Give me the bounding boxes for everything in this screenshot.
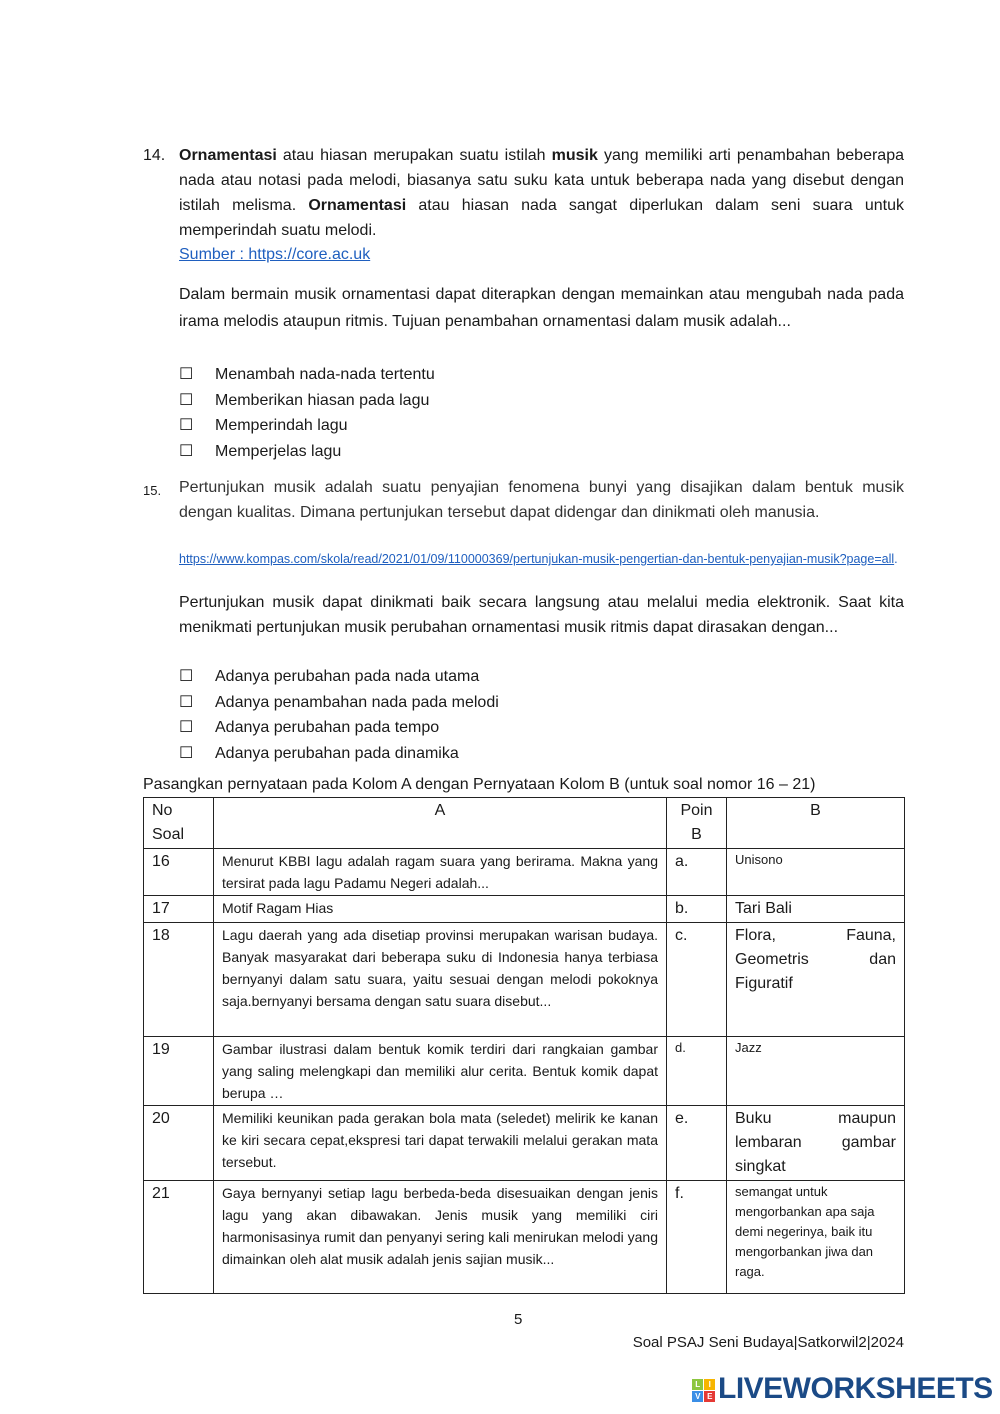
row-poin: a. — [667, 849, 727, 896]
page-number: 5 — [514, 1311, 523, 1328]
logo-letter: L — [692, 1379, 703, 1390]
row-statement-b: Tari Bali — [727, 896, 905, 923]
table-row — [144, 1106, 905, 1181]
q14-question: Dalam bermain musik ornamentasi dapat diterapkan dengan memainkan atau mengubah nada pada irama melodis ataupun ritmis. Tujuan penambahan ornamentasi dalam musik adalah... — [179, 286, 904, 330]
matching-table — [143, 797, 905, 1294]
row-poin: c. — [667, 923, 727, 1037]
table-row — [144, 896, 905, 923]
header-no: No Soal — [144, 798, 214, 849]
header-a: A — [214, 798, 667, 849]
row-statement-b: Flora, Fauna, Geometris dan Figuratif — [727, 923, 905, 1037]
option-label: Adanya perubahan pada dinamika — [215, 744, 459, 762]
footer-title: Soal PSAJ Seni Budaya|Satkorwil2|2024 — [632, 1334, 904, 1351]
row-no: 18 — [144, 923, 214, 1037]
option-label: Adanya penambahan nada pada melodi — [215, 693, 499, 711]
option[interactable] — [179, 439, 435, 465]
bold-term: musik — [551, 147, 598, 164]
header-b: B — [727, 798, 905, 849]
text: atau hiasan merupakan suatu istilah — [276, 147, 552, 164]
liveworksheets-logo — [692, 1372, 993, 1406]
bold-term: Ornamentasi — [308, 197, 407, 214]
q15-question: Pertunjukan musik dapat dinikmati baik secara langsung atau melalui media elektronik. Saat kita menikmati pertunjukan musik perubahan ornamentasi musik ritmis dapat dirasakan dengan... — [179, 594, 904, 636]
row-statement-a: Motif Ragam Hias — [214, 896, 667, 923]
row-poin: e. — [667, 1106, 727, 1181]
option[interactable] — [179, 690, 499, 716]
option-label: Memberikan hiasan pada lagu — [215, 391, 430, 409]
checkbox[interactable]: ☐ — [179, 668, 194, 685]
text: . — [894, 552, 898, 566]
logo-letter: E — [704, 1391, 715, 1402]
q15-source — [179, 549, 904, 569]
option-label: Adanya perubahan pada tempo — [215, 719, 440, 736]
q14-source-link[interactable]: Sumber : https://core.ac.uk — [179, 246, 371, 263]
table-row — [144, 1181, 905, 1294]
row-statement-a: Memiliki keunikan pada gerakan bola mata (seledet) melirik ke kanan ke kiri secara cepat,ekspresi tari dapat terwakili melalui gerakan mata tersebut. — [214, 1106, 667, 1181]
row-no: 19 — [144, 1037, 214, 1106]
checkbox[interactable]: ☐ — [179, 417, 194, 434]
row-poin: f. — [667, 1181, 727, 1294]
row-statement-b: Unisono — [727, 849, 905, 896]
option[interactable] — [179, 741, 499, 767]
option-label: Memperjelas lagu — [215, 442, 342, 460]
q15-passage: Pertunjukan musik adalah suatu penyajian fenomena bunyi yang disajikan dalam bentuk musik dengan kualitas. Dimana pertunjukan tersebut dapat didengar dan dinikmati oleh manusia. — [179, 479, 904, 521]
q14-options — [179, 362, 435, 464]
checkbox[interactable]: ☐ — [179, 391, 194, 409]
row-poin: d. — [667, 1037, 727, 1106]
table-row — [144, 923, 905, 1037]
q14-passage — [179, 143, 904, 243]
row-statement-a: Gaya bernyanyi setiap lagu berbeda-beda disesuaikan dengan jenis lagu yang akan dibawakan. Jenis musik yang memiliki ciri harmonisasinya rumit dan penyanyi sering kali menirukan melodi yang dimainkan oleh alat musik adalah jenis sajian musik... — [214, 1181, 667, 1294]
q15-number: 15. — [143, 483, 162, 498]
option[interactable] — [179, 413, 435, 439]
option-label: Memperindah lagu — [215, 417, 348, 434]
row-poin: b. — [667, 896, 727, 923]
text: atau hiasan nada sangat diperlukan dalam seni suara untuk memperindah suatu melodi. — [179, 197, 904, 239]
matching-instruction: Pasangkan pernyataan pada Kolom A dengan Pernyataan Kolom B (untuk soal nomor 16 – 21) — [143, 776, 816, 793]
row-no: 16 — [144, 849, 214, 896]
option-label: Menambah nada-nada tertentu — [215, 366, 435, 383]
option[interactable] — [179, 362, 435, 388]
row-statement-b: semangat untuk mengorbankan apa saja demi negerinya, baik itu mengorbankan jiwa dan raga. — [727, 1181, 905, 1294]
logo-letter: I — [704, 1379, 715, 1390]
q15-source-link[interactable]: https://www.kompas.com/skola/read/2021/01/09/110000369/pertunjukan-musik-pengertian-dan-bentuk-penyajian-musik?page=all — [179, 552, 895, 566]
checkbox[interactable]: ☐ — [179, 693, 194, 711]
table-row — [144, 1037, 905, 1106]
checkbox[interactable]: ☐ — [179, 442, 194, 460]
table-row — [144, 849, 905, 896]
row-no: 17 — [144, 896, 214, 923]
option-label: Adanya perubahan pada nada utama — [215, 668, 480, 685]
checkbox[interactable]: ☐ — [179, 366, 194, 383]
logo-text: LIVEWORKSHEETS — [718, 1372, 993, 1405]
row-statement-b: Jazz — [727, 1037, 905, 1106]
logo-letter: V — [692, 1391, 703, 1402]
option[interactable] — [179, 664, 499, 690]
checkbox[interactable]: ☐ — [179, 744, 194, 762]
header-poin: Poin B — [667, 798, 727, 849]
q14-number: 14. — [143, 147, 166, 164]
row-no: 21 — [144, 1181, 214, 1294]
live-blocks-icon — [692, 1379, 715, 1402]
checkbox[interactable]: ☐ — [179, 719, 194, 736]
row-statement-b: Buku maupun lembaran gambar singkat — [727, 1106, 905, 1181]
row-statement-a: Menurut KBBI lagu adalah ragam suara yang berirama. Makna yang tersirat pada lagu Padamu Negeri adalah... — [214, 849, 667, 896]
option[interactable] — [179, 715, 499, 741]
bold-term: Ornamentasi — [179, 147, 277, 164]
q15-options — [179, 664, 499, 766]
text: yang memiliki arti penambahan beberapa nada atau notasi pada melodi, biasanya satu suku kata untuk beberapa nada yang disebut dengan istilah melisma. — [179, 147, 905, 214]
table-header — [144, 798, 905, 849]
row-statement-a: Lagu daerah yang ada disetiap provinsi merupakan warisan budaya. Banyak masyarakat dari beberapa suku di Indonesia hanya terbiasa bernyanyi dalam satu suara, yaitu sesuai dengan melodi pokoknya saja.bernyanyi bersama dengan satu suara disebut... — [214, 923, 667, 1037]
row-statement-a: Gambar ilustrasi dalam bentuk komik terdiri dari rangkaian gambar yang saling melengkapi dan memiliki alur cerita. Bentuk komik dapat berupa … — [214, 1037, 667, 1106]
row-no: 20 — [144, 1106, 214, 1181]
option[interactable] — [179, 388, 435, 414]
